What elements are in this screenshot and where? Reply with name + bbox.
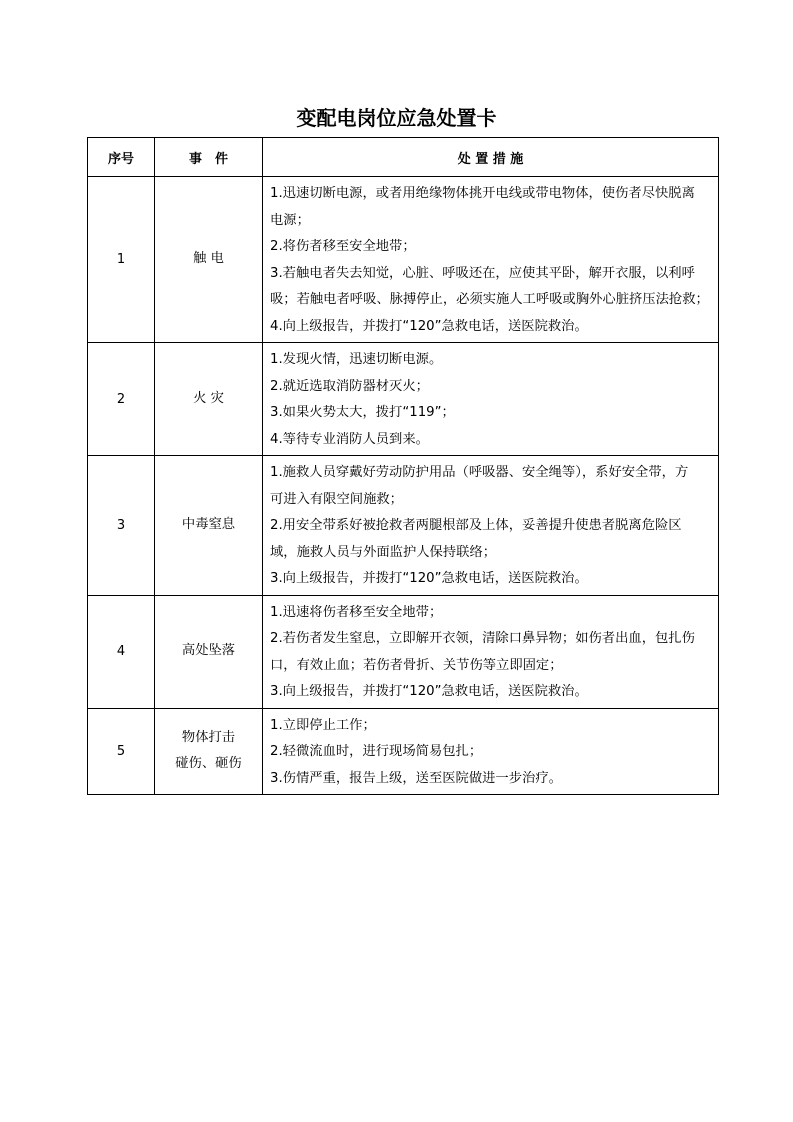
measure-line: 2.若伤者发生窒息，立即解开衣领，清除口鼻异物；如伤者出血，包扎伤 [270, 631, 695, 646]
measure-line: 电源； [270, 212, 310, 228]
table-row [88, 708, 719, 795]
page-title: 变配电岗位应急处置卡 [296, 106, 497, 130]
table-row [88, 177, 719, 343]
header-measures: 处 置 措 施 [263, 138, 719, 177]
measure-line: 2.轻微流血时，进行现场简易包扎； [270, 744, 483, 759]
measure-line: 3.伤情严重，报告上级，送至医院做进一步治疗。 [270, 770, 562, 786]
measure-line: 1.迅速将伤者移至安全地带； [270, 604, 443, 620]
row-measures [263, 708, 719, 795]
row-number: 4 [88, 595, 155, 708]
measure-line: 3.如果火势太大，拨打“119”； [270, 405, 455, 420]
row-event [155, 708, 263, 795]
measure-line: 2.将伤者移至安全地带； [270, 239, 416, 254]
row-measures [263, 177, 719, 343]
row-event [155, 595, 263, 708]
row-measures [263, 595, 719, 708]
measure-line: 吸；若触电者呼吸、脉搏停止，必须实施人工呼吸或胸外心脏挤压法抢救； [270, 292, 709, 307]
row-number: 3 [88, 456, 155, 596]
header-no: 序号 [88, 138, 155, 177]
row-event [155, 343, 263, 456]
table-row [88, 595, 719, 708]
measure-line: 域，施救人员与外面监护人保持联络； [270, 544, 497, 560]
measure-line: 3.向上级报告，并拨打“120”急救电话，送医院救治。 [270, 571, 588, 586]
row-number: 2 [88, 343, 155, 456]
event-label: 碰伤、砸伤 [175, 756, 242, 772]
measure-line: 可进入有限空间施救； [270, 491, 403, 507]
measure-line: 口，有效止血；若伤者骨折、关节伤等立即固定； [270, 657, 563, 673]
measure-line: 2.用安全带系好被抢救者两腿根部及上体，妥善提升使患者脱离危险区 [270, 518, 682, 533]
measure-line: 3.向上级报告，并拨打“120”急救电话，送医院救治。 [270, 684, 588, 699]
measure-line: 1.发现火情，迅速切断电源。 [270, 352, 443, 367]
row-measures [263, 343, 719, 456]
measure-line: 2.就近选取消防器材灭火； [270, 378, 429, 394]
table-row [88, 456, 719, 596]
event-label: 物体打击 [181, 729, 236, 745]
event-label: 火 灾 [193, 390, 224, 406]
event-label: 触 电 [193, 251, 224, 267]
measure-line: 1.迅速切断电源，或者用绝缘物体挑开电线或带电物体，使伤者尽快脱离 [270, 186, 695, 201]
measure-line: 4.向上级报告，并拨打“120”急救电话，送医院救治。 [270, 318, 588, 334]
emergency-table [87, 137, 719, 795]
row-event [155, 456, 263, 596]
event-label: 中毒窒息 [181, 517, 236, 532]
row-event [155, 177, 263, 343]
table-row [88, 343, 719, 456]
measure-line: 1.立即停止工作； [270, 717, 376, 733]
event-label: 高处坠落 [181, 643, 236, 659]
row-measures [263, 456, 719, 596]
measure-line: 4.等待专业消防人员到来。 [270, 431, 429, 447]
measure-line: 1.施救人员穿戴好劳动防护用品（呼吸器、安全绳等），系好安全带，方 [270, 465, 689, 480]
row-number: 1 [88, 177, 155, 343]
measure-line: 3.若触电者失去知觉，心脏、呼吸还在，应使其平卧，解开衣服，以利呼 [270, 265, 695, 281]
row-number: 5 [88, 708, 155, 795]
header-event: 事 件 [155, 138, 263, 177]
table-header [88, 138, 719, 177]
